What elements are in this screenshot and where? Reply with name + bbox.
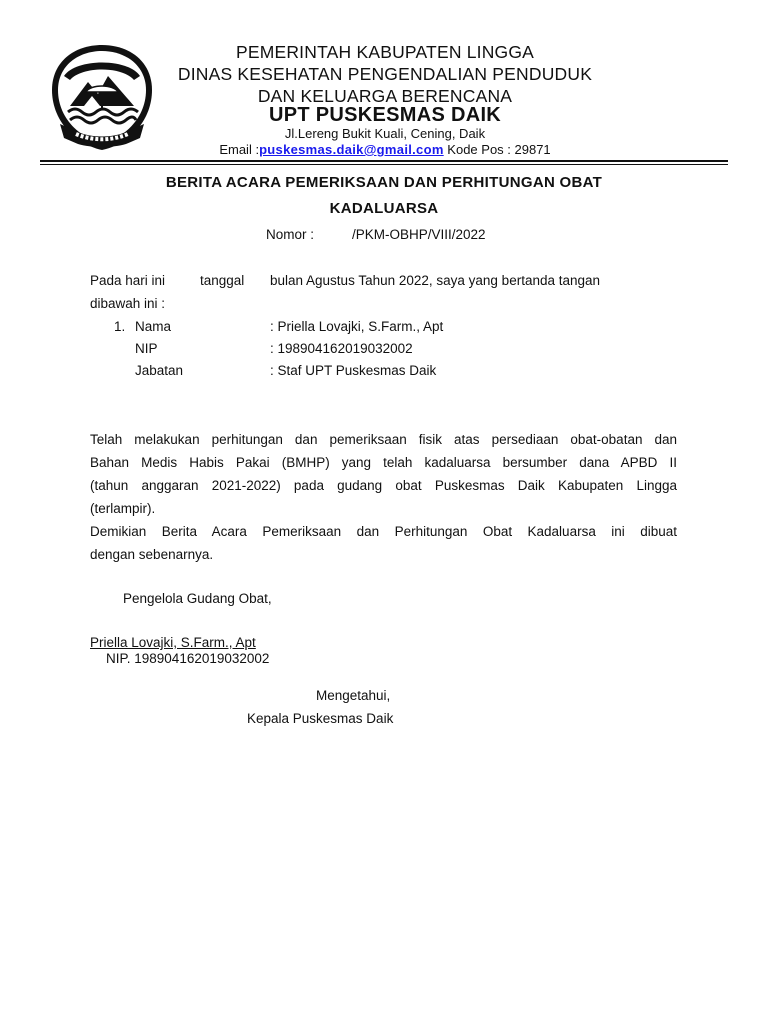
identity-label-nip: NIP bbox=[135, 341, 158, 356]
nomor-value: /PKM-OBHP/VIII/2022 bbox=[352, 227, 486, 242]
opening-part-1: Pada hari ini bbox=[90, 273, 166, 288]
kop-address: Jl.Lereng Bukit Kuali, Cening, Daik bbox=[284, 126, 486, 141]
paragraph-line: dengan sebenarnya. bbox=[90, 547, 214, 562]
kop-institution-name: UPT PUSKESMAS DAIK bbox=[268, 104, 502, 126]
paragraph-line: Demikian Berita Acara Pemeriksaan dan Perhitungan Obat Kadaluarsa ini dibuat bbox=[90, 524, 677, 539]
signature-name: Priella Lovajki, S.Farm., Apt bbox=[90, 635, 256, 650]
opening-part-2: tanggal bbox=[200, 273, 245, 288]
emblem-svg bbox=[48, 42, 156, 154]
nomor-label: Nomor : bbox=[266, 227, 315, 242]
signature-nip: NIP. 198904162019032002 bbox=[106, 651, 270, 666]
kop-line-3: DAN KELUARGA BERENCANA bbox=[257, 86, 513, 106]
identity-value-nip: : 198904162019032002 bbox=[270, 341, 413, 356]
document-title-line-2: KADALUARSA bbox=[329, 200, 439, 217]
paragraph-line: (tahun anggaran 2021-2022) pada gudang obat Puskesmas Daik Kabupaten Lingga bbox=[90, 478, 677, 493]
approval-title: Kepala Puskesmas Daik bbox=[247, 711, 394, 726]
kop-line-2: DINAS KESEHATAN PENGENDALIAN PENDUDUK bbox=[177, 64, 593, 84]
identity-value-position: : Staf UPT Puskesmas Daik bbox=[270, 363, 437, 378]
opening-part-3: bulan Agustus Tahun 2022, saya yang bertanda tangan bbox=[270, 273, 601, 288]
identity-number: 1. bbox=[114, 319, 126, 334]
kabupaten-lingga-emblem bbox=[48, 42, 156, 154]
identity-value-name: : Priella Lovajki, S.Farm., Apt bbox=[270, 319, 444, 334]
email-link[interactable]: puskesmas.daik@gmail.com bbox=[259, 142, 444, 157]
identity-label-position: Jabatan bbox=[135, 363, 184, 378]
opening-line-2: dibawah ini : bbox=[90, 296, 166, 311]
signature-role: Pengelola Gudang Obat, bbox=[123, 591, 272, 606]
kop-line-1: PEMERINTAH KABUPATEN LINGGA bbox=[235, 42, 535, 62]
postal-code: Kode Pos : 29871 bbox=[443, 142, 551, 157]
letterhead-divider-thin bbox=[40, 164, 728, 165]
paragraph-line: (terlampir). bbox=[90, 501, 156, 516]
kop-contact-line bbox=[150, 142, 620, 157]
paragraph-line: Bahan Medis Habis Pakai (BMHP) yang telah kadaluarsa bersumber dana APBD II bbox=[90, 455, 677, 470]
document-title-line-1: BERITA ACARA PEMERIKSAAN DAN PERHITUNGAN OBAT bbox=[165, 174, 603, 191]
identity-label-name: Nama bbox=[135, 319, 172, 334]
letterhead-divider-thick bbox=[40, 160, 728, 162]
paragraph-line: Telah melakukan perhitungan dan pemeriksaan fisik atas persediaan obat-obatan dan bbox=[90, 432, 677, 447]
paragraph-findings bbox=[90, 428, 677, 566]
approval-label: Mengetahui, bbox=[316, 688, 391, 703]
email-label: Email : bbox=[219, 142, 260, 157]
